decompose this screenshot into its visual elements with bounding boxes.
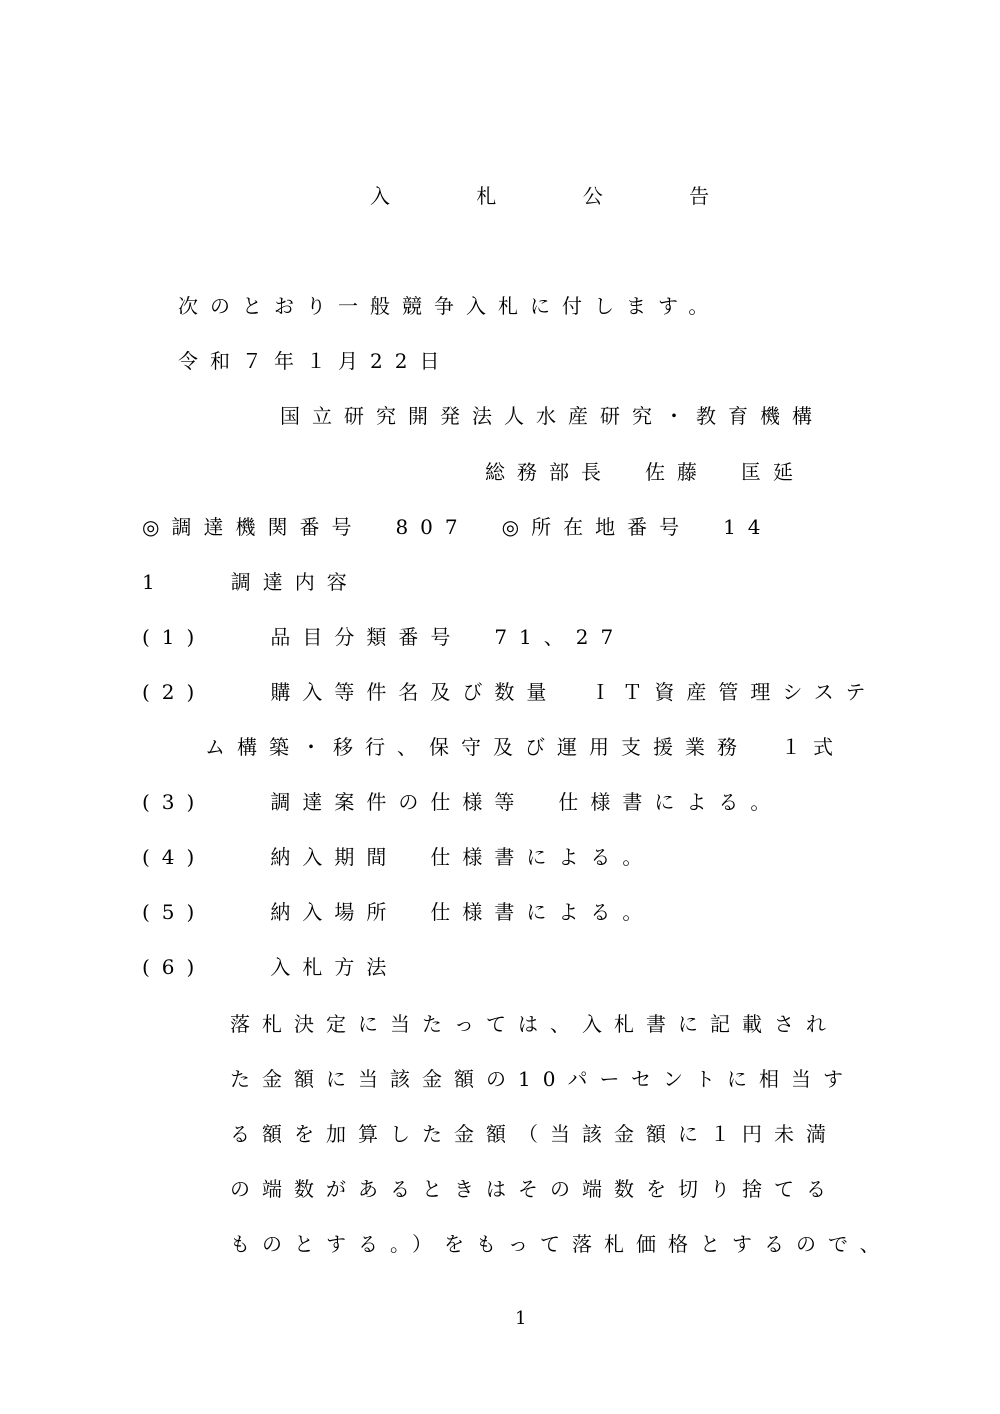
item-3: (3) 調達案件の仕様等 仕様書による。	[142, 790, 783, 814]
bid-method-line: た金額に当該金額の10パーセントに相当す	[230, 1067, 856, 1091]
notice-date: 令和７年１月22日	[178, 349, 452, 373]
item-6: (6) 入札方法	[142, 955, 399, 979]
intro-text: 次のとおり一般競争入札に付します。	[178, 294, 721, 318]
item-2-continued: ム構築・移行、保守及び運用支援業務 １式	[205, 735, 845, 759]
item-1: (1) 品目分類番号 71、27	[142, 625, 626, 649]
page-number: 1	[515, 1308, 527, 1329]
procurement-codes: ◎調達機関番号 807 ◎所在地番号 14	[142, 515, 773, 539]
bid-method-line: 落札決定に当たっては、入札書に記載され	[230, 1012, 838, 1036]
bid-method-line: の端数があるときはその端数を切り捨てる	[230, 1177, 838, 1201]
signatory: 総務部長 佐藤 匡延	[485, 460, 805, 484]
bid-method-line: る額を加算した金額（当該金額に１円未満	[230, 1122, 838, 1146]
item-2: (2) 購入等件名及び数量 ＩＴ資産管理システ	[142, 680, 878, 704]
item-5: (5) 納入場所 仕様書による。	[142, 900, 655, 924]
item-4: (4) 納入期間 仕様書による。	[142, 845, 655, 869]
notice-title: 入 札 公 告	[370, 184, 750, 208]
section-heading: 1 調達内容	[142, 570, 359, 594]
organization-name: 国立研究開発法人水産研究・教育機構	[280, 404, 824, 428]
bid-method-line: ものとする。）をもって落札価格とするので、	[230, 1232, 892, 1256]
